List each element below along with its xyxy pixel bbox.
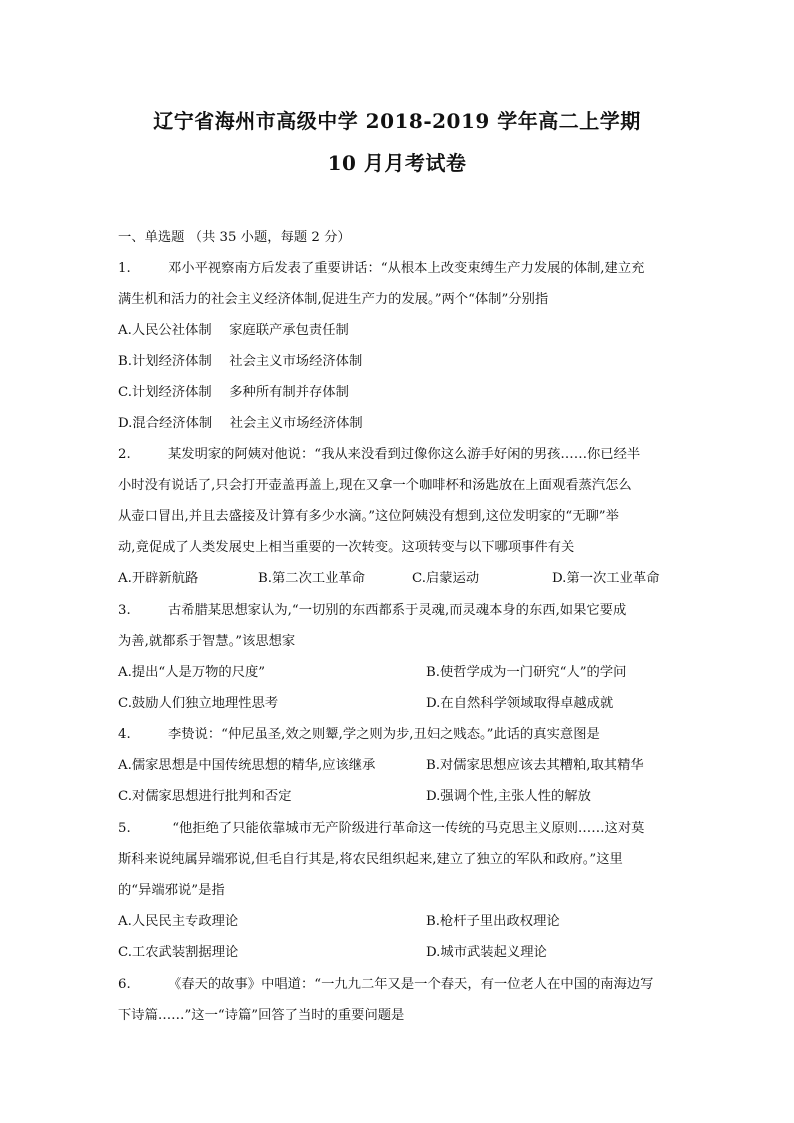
question-number: 6. <box>118 977 131 992</box>
question-number: 1. <box>118 261 131 276</box>
question-text: 邓小平视察南方后发表了重要讲话：“从根本上改变束缚生产力发展的体制,建立充 <box>168 261 645 276</box>
question-3-option-b: B.使哲学成为一门研究“人”的学问 <box>426 665 627 680</box>
exam-title-line2: 10 月月考试卷 <box>327 151 467 175</box>
question-text: “他拒绝了只能依靠城市无产阶级进行革命这一传统的马克思主义原则……这对莫 <box>168 821 645 836</box>
question-1-option-a: A.人民公社体制 家庭联产承包责任制 <box>118 323 349 338</box>
question-5-option-c: C.工农武装割据理论 <box>118 945 239 960</box>
question-5-option-b: B.枪杆子里出政权理论 <box>426 914 560 929</box>
question-5-option-a: A.人民民主专政理论 <box>118 914 239 929</box>
question-text: 李贽说：“仲尼虽圣,效之则颦,学之则为步,丑妇之贱态。”此话的真实意图是 <box>168 727 600 742</box>
question-6-line-1 <box>118 976 653 994</box>
question-4-option-b: B.对儒家思想应该去其糟粕,取其精华 <box>426 758 644 773</box>
question-text: 某发明家的阿姨对他说：“我从来没看到过像你这么游手好闲的男孩……你已经半 <box>168 447 641 462</box>
question-2-line-4: 动,竟促成了人类发展史上相当重要的一次转变。这项转变与以下哪项事件有关 <box>118 540 575 555</box>
question-3-option-d: D.在自然科学领域取得卓越成就 <box>426 696 614 711</box>
question-text: 古希腊某思想家认为,“一切别的东西都系于灵魂,而灵魂本身的东西,如果它要成 <box>168 603 627 618</box>
question-2-line-1 <box>118 446 640 464</box>
question-5-line-1 <box>118 820 644 838</box>
question-number: 5. <box>118 821 131 836</box>
question-1-option-b: B.计划经济体制 社会主义市场经济体制 <box>118 354 363 369</box>
question-1-option-c: C.计划经济体制 多种所有制并存体制 <box>118 385 349 400</box>
question-text: 《春天的故事》中唱道：“一九九二年又是一个春天，有一位老人在中国的南海边写 <box>168 977 654 992</box>
question-3-line-1 <box>118 602 626 620</box>
question-2-line-2: 小时没有说话了,只会打开壶盖再盖上,现在又拿一个咖啡杯和汤匙放在上面观看蒸汽怎么 <box>118 478 632 493</box>
question-number: 4. <box>118 727 131 742</box>
question-1-line-1 <box>118 260 644 278</box>
question-1-option-d: D.混合经济体制 社会主义市场经济体制 <box>118 416 363 431</box>
question-number: 2. <box>118 447 131 462</box>
question-4-option-d: D.强调个性,主张人性的解放 <box>426 789 591 804</box>
question-4-line-1 <box>118 726 600 744</box>
question-4-option-c: C.对儒家思想进行批判和否定 <box>118 789 292 804</box>
question-2-line-3: 从壶口冒出,并且去盛接及计算有多少水滴。”这位阿姨没有想到,这位发明家的“无聊”举 <box>118 509 619 524</box>
question-1-line-2: 满生机和活力的社会主义经济体制,促进生产力的发展。”两个“体制”分别指 <box>118 292 549 307</box>
question-5-option-d: D.城市武装起义理论 <box>426 945 547 960</box>
question-6-line-2: 下诗篇……”这一“诗篇”回答了当时的重要问题是 <box>118 1008 405 1023</box>
section-heading: 一、单选题 （共 35 小题，每题 2 分） <box>118 230 351 245</box>
question-5-line-3: 的“异端邪说”是指 <box>118 883 225 898</box>
question-5-line-2: 斯科来说纯属异端邪说,但毛自行其是,将农民组织起来,建立了独立的军队和政府。”这里 <box>118 852 623 867</box>
question-number: 3. <box>118 603 131 618</box>
question-2-option-b: B.第二次工业革命 <box>258 571 366 586</box>
question-4-option-a: A.儒家思想是中国传统思想的精华,应该继承 <box>118 758 376 773</box>
question-2-option-a: A.开辟新航路 <box>118 571 199 586</box>
question-2-option-d: D.第一次工业革命 <box>552 571 660 586</box>
question-3-option-c: C.鼓励人们独立地理性思考 <box>118 696 279 711</box>
exam-title-line1: 辽宁省海州市高级中学 2018-2019 学年高二上学期 <box>153 109 641 133</box>
question-3-option-a: A.提出“人是万物的尺度” <box>118 665 266 680</box>
question-2-option-c: C.启蒙运动 <box>412 571 480 586</box>
question-3-line-2: 为善,就都系于智慧。”该思想家 <box>118 634 296 649</box>
